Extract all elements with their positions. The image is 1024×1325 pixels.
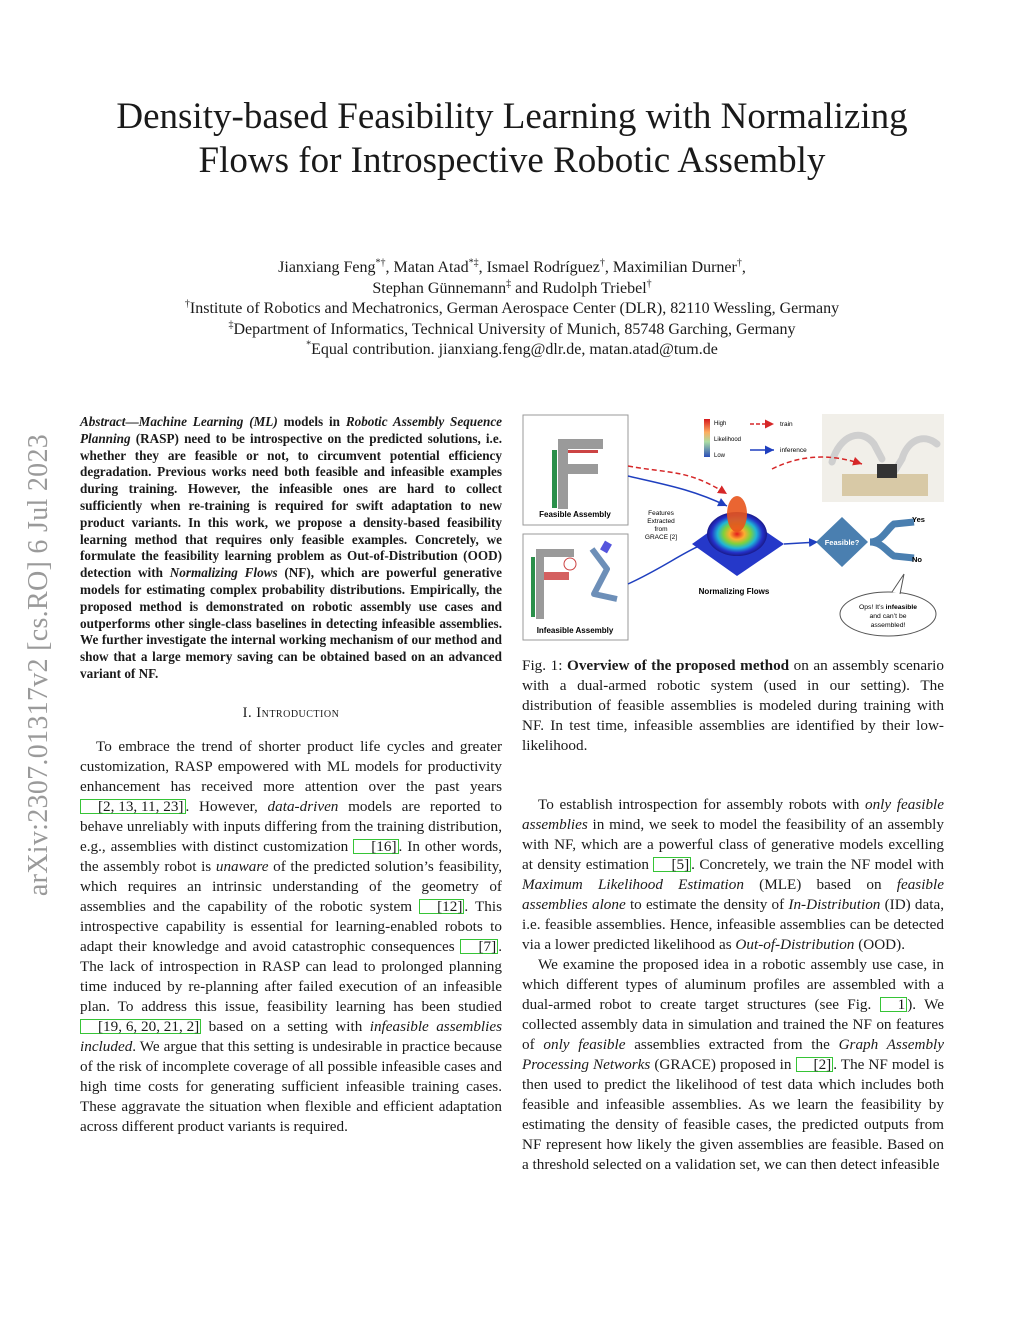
author-name: , Matan Atad: [385, 259, 469, 276]
figure-1: [522, 414, 946, 642]
right-paragraph-2: [522, 955, 944, 1175]
body-emph: In-Distribution: [788, 896, 881, 913]
citation-link[interactable]: [7]: [460, 939, 498, 954]
intro-text: . The lack of introspection in RASP can lead to prolonged planning time induced by re-planning after failed execution of an infeasible plan. To address this issue, feasibility learning has been studied: [80, 937, 502, 1015]
beam-green: [531, 557, 535, 617]
body-text: (MLE) based on: [743, 876, 897, 893]
citation-link[interactable]: [2]: [796, 1057, 834, 1072]
abstract-label: Abstract: [80, 414, 126, 429]
feasible-assembly-panel: [523, 415, 628, 525]
intro-emph: unaware: [215, 857, 269, 875]
caption-emph: Overview of the proposed method: [567, 657, 790, 674]
no-label: No: [912, 555, 922, 564]
section-heading: [80, 703, 502, 723]
decision-arrow: [784, 542, 818, 544]
bubble-line-1: [859, 604, 917, 611]
section-title: Introduction: [256, 704, 340, 721]
bubble-text: Ops! It’s: [858, 604, 886, 611]
intro-emph: data-driven: [267, 797, 339, 815]
robot-workpiece: [877, 464, 897, 478]
author-line-1: [100, 258, 924, 279]
citation-link[interactable]: [2, 13, 11, 23]: [80, 799, 186, 814]
intro-text: models are reported to behave unreliably with inputs differing from the training distribution, e.g., assemblies with distinct customization: [80, 797, 502, 855]
intro-emph: infeasible assemblies included: [80, 1017, 503, 1055]
bubble-emph: infeasible: [885, 604, 918, 611]
intro-text: . However,: [185, 797, 268, 815]
beam-vertical: [536, 549, 544, 619]
affiliation-2: [100, 320, 924, 341]
author-marker: †: [736, 257, 742, 269]
author-marker: †: [599, 257, 605, 269]
body-text: to estimate the density of: [625, 896, 789, 913]
likelihood-colorbar: [704, 419, 710, 457]
infeasible-assembly-label: Infeasible Assembly: [536, 626, 614, 635]
author-name: , Maximilian Durner: [604, 259, 737, 276]
density-top: [727, 496, 747, 532]
affiliation-text: Department of Informatics, Technical University of Munich, 85748 Garching, Germany: [233, 320, 796, 338]
figure-link[interactable]: 1: [880, 997, 908, 1012]
body-text: in mind, we seek to model the feasibility of an assembly with NF, which are a powerful class of generative models excelling at density estimation: [522, 816, 944, 873]
right-paragraph-1: [522, 795, 944, 955]
abstract-emph: Robotic Assembly Sequence Planning: [80, 414, 503, 446]
author-marker: *†: [375, 257, 386, 269]
author-name: and Rudolph Triebel: [511, 279, 647, 297]
affiliation-text: Equal contribution. jianxiang.feng@dlr.de, matan.atad@tum.de: [311, 341, 718, 358]
beam-top: [568, 439, 603, 449]
abstract-text: models in: [277, 414, 346, 429]
affiliation-marker: ‡: [228, 319, 234, 331]
figure-caption: [522, 656, 944, 756]
body-text: (GRACE) proposed in: [650, 1056, 796, 1073]
intro-text: . In other words, the assembly robot is: [80, 837, 502, 875]
affiliation-marker: †: [184, 298, 190, 310]
body-text: . Concretely, we train the NF model with: [691, 856, 944, 873]
beam-green: [552, 450, 557, 508]
intro-text: To embrace the trend of shorter product life cycles and greater customization, RASP empowered with ML models for productivity enhancement has received more attention over the past years: [80, 737, 502, 795]
body-emph: Out-of-Distribution: [735, 936, 855, 953]
section-number: I.: [242, 704, 257, 721]
likelihood-legend: [704, 419, 807, 459]
robot-photo: [822, 414, 944, 502]
citation-link[interactable]: [19, 6, 20, 21, 2]: [80, 1019, 201, 1034]
citation-link[interactable]: [5]: [653, 857, 691, 872]
body-text: . The NF model is then used to predict the likelihood of test data which includes both feasible and infeasible assemblies. As we learn the feasibility by estimating the density of feasible cases, the predicted outputs from NF represent how likely the given assemblies are feasible. Based on a threshold selected on a validation set, we can then detect infeasible: [522, 1056, 944, 1173]
no-branch: [870, 542, 914, 558]
author-name: Stephan Günnemann: [372, 279, 507, 297]
feasible-question-label: Feasible?: [824, 538, 860, 547]
legend-train: train: [780, 421, 793, 428]
grace-label: GRACE [2]: [644, 534, 678, 541]
right-column: [522, 795, 944, 1175]
author-marker: †: [646, 278, 652, 290]
left-column: [80, 414, 502, 1137]
beam-red: [568, 450, 598, 453]
affiliation-marker: *: [306, 339, 312, 351]
intro-text: . We argue that this setting is undesirable in practice because of the risk of incomplete coverage of all possible infeasible cases and high time costs for generating sufficient infeasible training cases. These aggravate the situation when flexible and efficient adaptation across different product variants is required.: [80, 1037, 502, 1135]
abstract-text: (NF), which are powerful generative models for estimating complex probability distributions. Empirically, the proposed method is demonstrated on robotic assembly use cases and outperforms other single-class baselines in detecting infeasible assemblies. We further investigate the internal working mechanism of our method and show that a large memory saving can be obtained based on an advanced variant of NF.: [80, 565, 503, 681]
normalizing-flows-label: Normalizing Flows: [698, 587, 770, 596]
legend-inference: inference: [780, 447, 807, 454]
abstract-emph: Normalizing Flows: [169, 565, 278, 581]
from-label: from: [654, 526, 668, 533]
paper-title: Density-based Feasibility Learning with Normalizing Flows for Introspective Robotic Assembly: [116, 96, 908, 181]
author-marker: *‡: [468, 257, 479, 269]
abstract: [80, 414, 502, 683]
bubble-line-2: and can’t be: [869, 613, 907, 620]
speech-bubble-tail: [892, 574, 904, 594]
author-block: [100, 258, 924, 361]
yes-label: Yes: [912, 515, 925, 524]
feasible-assembly-label: Feasible Assembly: [539, 510, 611, 519]
infeasible-assembly-panel: [523, 534, 628, 640]
body-text: assemblies extracted from the: [625, 1036, 839, 1053]
intro-text: based on a setting with: [201, 1017, 370, 1035]
legend-low: Low: [714, 453, 726, 459]
legend-high: High: [714, 421, 727, 427]
intro-paragraph: [80, 737, 502, 1137]
author-name: , Ismael Rodríguez: [478, 259, 600, 276]
intro-text: . This introspective capability is essential for learning-enabled robots to adapt their knowledge and avoid catastrophic consequences: [80, 897, 502, 955]
body-text: We examine the proposed idea in a robotic assembly use case, in which different types of aluminum profiles are assembled with a dual-armed robot to create target structures (see Fig.: [522, 956, 944, 1013]
features-label: Features: [648, 510, 674, 517]
author-marker: ‡: [506, 278, 512, 290]
affiliation-1: [100, 299, 924, 320]
inference-arrow-feasible: [628, 476, 727, 506]
extracted-label: Extracted: [647, 518, 675, 525]
abstract-dash: —: [125, 414, 139, 429]
beam-middle: [568, 464, 598, 474]
body-text: To establish introspection for assembly robots with: [538, 796, 865, 813]
author-separator: ,: [741, 259, 746, 276]
density-surface: [692, 496, 784, 576]
caption-label: Fig. 1:: [522, 657, 567, 674]
beam-vertical: [558, 439, 568, 509]
beam-top: [544, 549, 574, 557]
body-emph: feasible assemblies alone: [522, 876, 944, 913]
author-line-2: [100, 279, 924, 300]
legend-likelihood: Likelihood: [714, 437, 742, 443]
abstract-text: (RASP) need to be introspective on the predicted solutions, i.e. whether they are feasible or not, to circumvent potential efficiency degradation. Previous works need both feasible and infeasible examples during training. However, the infeasible ones are hard to collect sufficiently when re-training is required for swift adaptation to new product variants. In this work, we propose a density-based feasibility learning method that requires only feasible examples. Concretely, we formulate the feasibility learning problem as Out-of-Distribution (OOD) detection with: [80, 430, 502, 581]
citation-link[interactable]: [16]: [353, 839, 398, 854]
body-emph: Maximum Likelihood Estimation: [522, 876, 744, 893]
beam-red: [544, 572, 569, 580]
body-emph: only feasible assemblies: [522, 796, 944, 833]
arxiv-identifier: [14, 375, 64, 955]
abstract-emph: Machine Learning (ML): [138, 414, 278, 429]
body-text: (OOD).: [854, 936, 906, 953]
yes-branch: [870, 522, 914, 542]
affiliation-3: [100, 340, 924, 361]
body-text: (ID) data, i.e. feasible assemblies. Hence, infeasible assemblies can be detected via a lower predicted likelihood as: [522, 896, 945, 953]
body-emph: only feasible: [543, 1036, 626, 1053]
body-emph: Graph Assembly Processing Networks: [522, 1036, 945, 1073]
bubble-line-3: assembled!: [870, 622, 906, 629]
affiliation-text: Institute of Robotics and Mechatronics, German Aerospace Center (DLR), 82110 Wessling, Germany: [189, 300, 840, 317]
intro-text: of the predicted solution’s feasibility, which requires an intrinsic understanding of the geometry of assemblies and the capability of the robotic system: [80, 857, 503, 915]
author-name: Jianxiang Feng: [278, 259, 376, 276]
citation-link[interactable]: [12]: [419, 899, 464, 914]
caption-text: on an assembly scenario with a dual-armed robotic system (used in our setting). The distribution of feasible assemblies is modeled during training with NF. In test time, infeasible assemblies are identified by their low-likelihood.: [522, 657, 944, 754]
body-text: ). We collected assembly data in simulation and trained the NF on features of: [522, 996, 944, 1053]
arxiv-identifier-text: arXiv:2307.01317v2 [cs.RO] 6 Jul 2023: [23, 433, 54, 897]
